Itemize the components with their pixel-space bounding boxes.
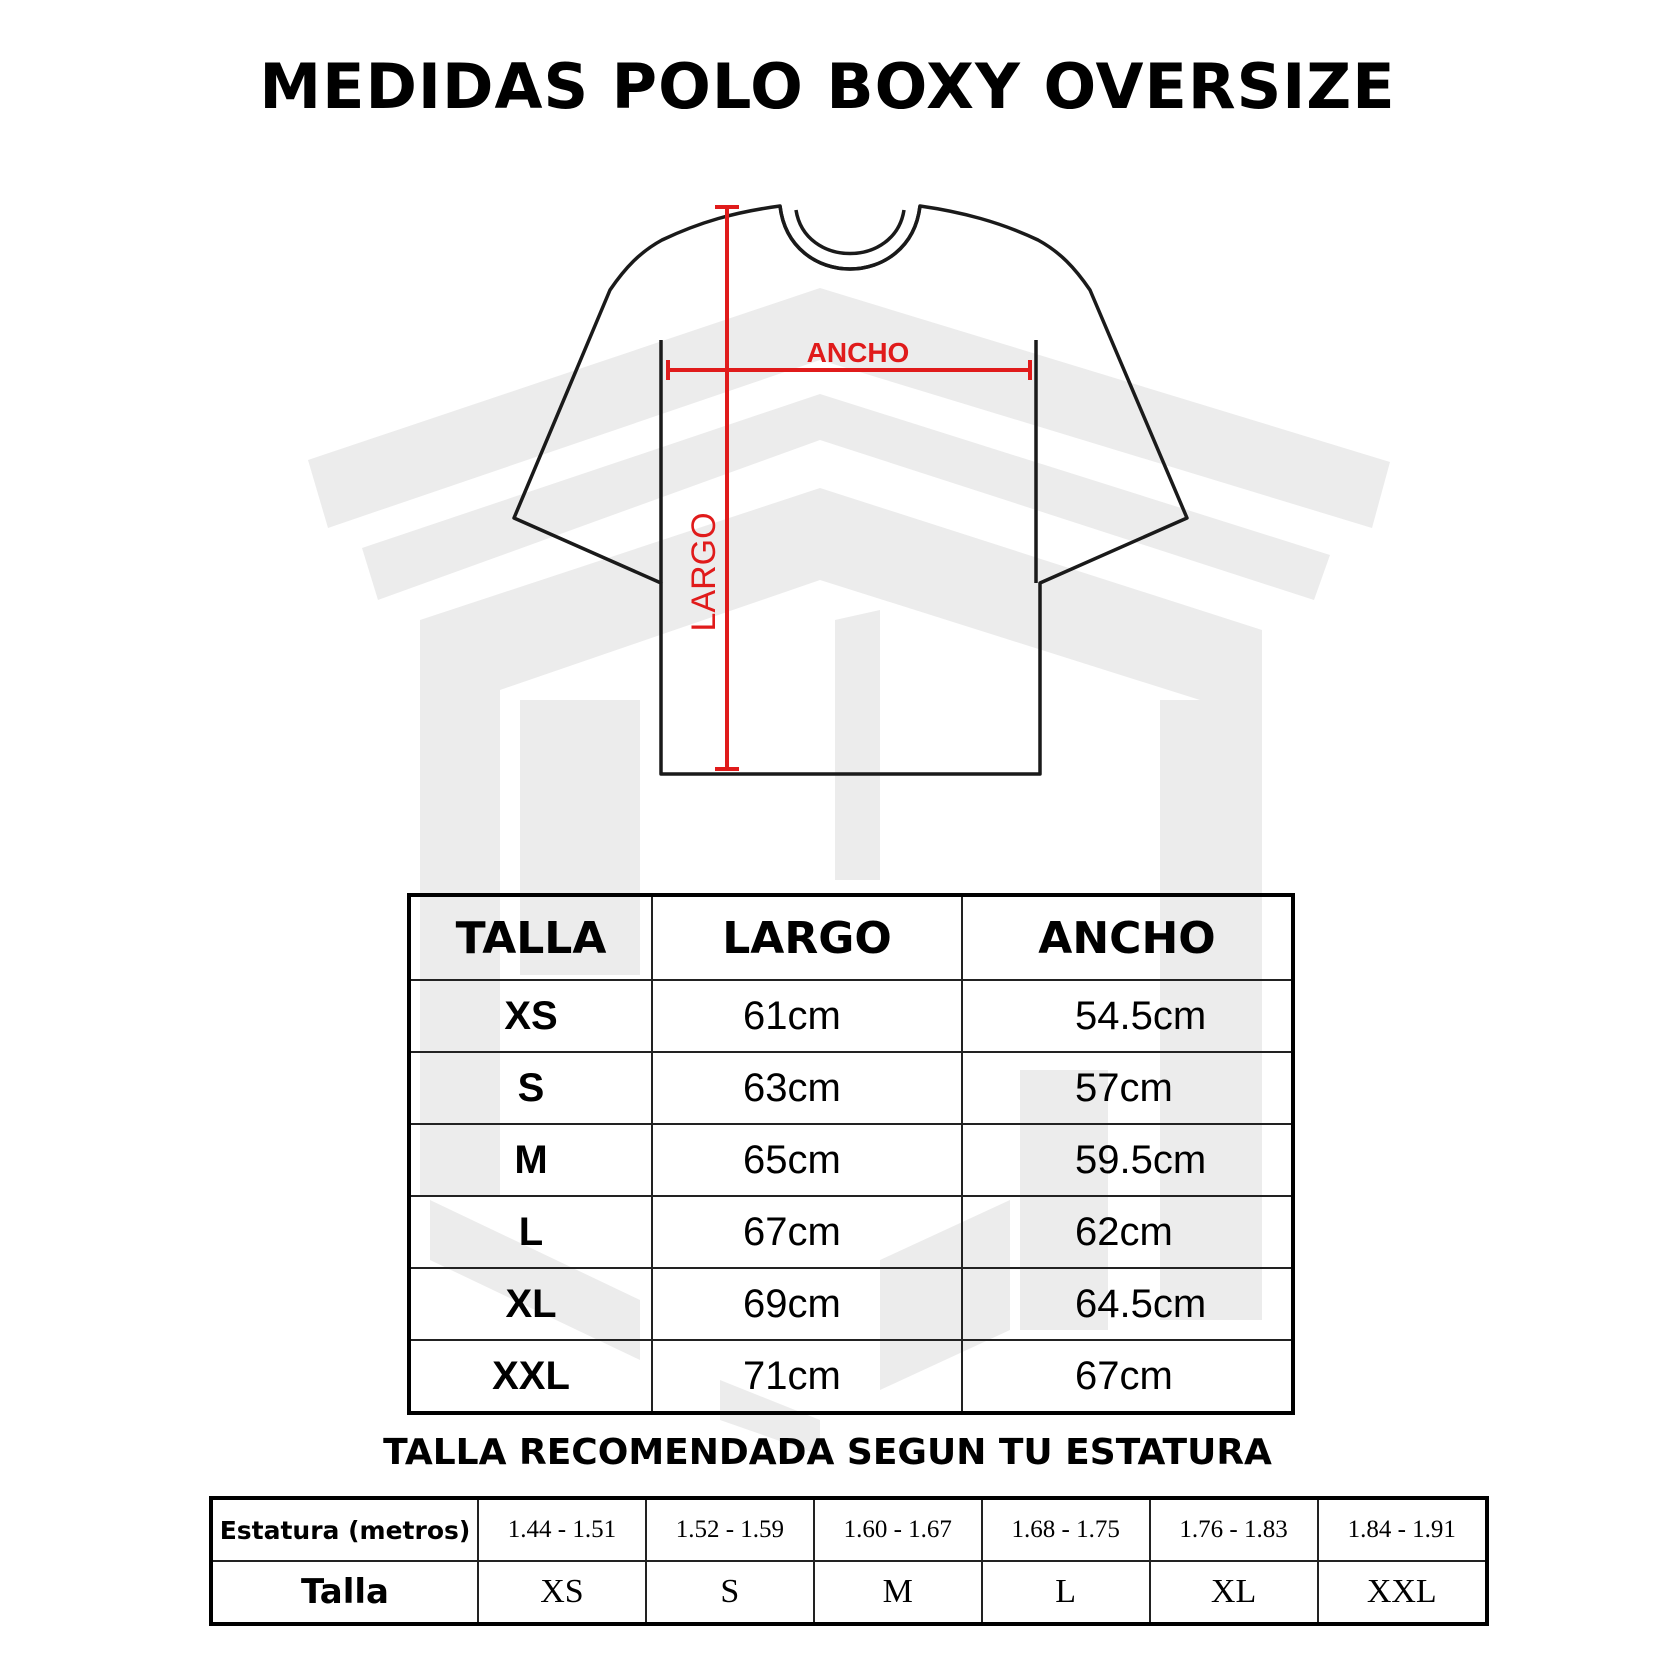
length-cell: 67cm — [652, 1196, 962, 1268]
size-cell: S — [409, 1052, 652, 1124]
length-cell: 63cm — [652, 1052, 962, 1124]
recommended-size-cell: XS — [478, 1561, 646, 1624]
table-row — [409, 1196, 1293, 1268]
recommended-size-cell: L — [982, 1561, 1150, 1624]
table-row — [409, 1124, 1293, 1196]
recommended-size-cell: M — [814, 1561, 982, 1624]
header-ancho: ANCHO — [962, 895, 1293, 980]
width-cell: 62cm — [962, 1196, 1293, 1268]
width-cell: 67cm — [962, 1340, 1293, 1413]
height-row — [211, 1498, 1487, 1561]
table-header-row — [409, 895, 1293, 980]
table-row — [409, 980, 1293, 1052]
width-cell: 54.5cm — [962, 980, 1293, 1052]
size-cell: XS — [409, 980, 652, 1052]
tshirt-measurement-diagram — [0, 0, 1655, 820]
size-cell: M — [409, 1124, 652, 1196]
size-cell: XL — [409, 1268, 652, 1340]
recommended-size-cell: S — [646, 1561, 814, 1624]
recommended-size-cell: XL — [1150, 1561, 1318, 1624]
length-cell: 69cm — [652, 1268, 962, 1340]
height-cell: 1.44 - 1.51 — [478, 1498, 646, 1561]
header-largo: LARGO — [652, 895, 962, 980]
table-row — [409, 1340, 1293, 1413]
size-cell: L — [409, 1196, 652, 1268]
height-cell: 1.52 - 1.59 — [646, 1498, 814, 1561]
height-cell: 1.76 - 1.83 — [1150, 1498, 1318, 1561]
tshirt-outline — [514, 206, 1187, 774]
width-label: ANCHO — [806, 337, 910, 368]
table-row — [409, 1052, 1293, 1124]
width-cell: 64.5cm — [962, 1268, 1293, 1340]
size-row — [211, 1561, 1487, 1624]
length-cell: 65cm — [652, 1124, 962, 1196]
height-cell: 1.68 - 1.75 — [982, 1498, 1150, 1561]
length-cell: 71cm — [652, 1340, 962, 1413]
size-row-label: Talla — [211, 1561, 478, 1624]
recommendation-title: TALLA RECOMENDADA SEGUN TU ESTATURA — [383, 1432, 1272, 1473]
recommended-size-table — [209, 1496, 1489, 1626]
header-talla: TALLA — [409, 895, 652, 980]
width-cell: 59.5cm — [962, 1124, 1293, 1196]
length-cell: 61cm — [652, 980, 962, 1052]
size-cell: XXL — [409, 1340, 652, 1413]
width-cell: 57cm — [962, 1052, 1293, 1124]
height-cell: 1.84 - 1.91 — [1318, 1498, 1487, 1561]
table-row — [409, 1268, 1293, 1340]
height-row-label: Estatura (metros) — [211, 1498, 478, 1561]
recommended-size-cell: XXL — [1318, 1561, 1487, 1624]
height-cell: 1.60 - 1.67 — [814, 1498, 982, 1561]
size-measurement-table — [407, 893, 1295, 1415]
length-measure-line — [715, 207, 739, 769]
length-label: LARGO — [685, 512, 723, 632]
page-title: MEDIDAS POLO BOXY OVERSIZE — [259, 50, 1396, 123]
